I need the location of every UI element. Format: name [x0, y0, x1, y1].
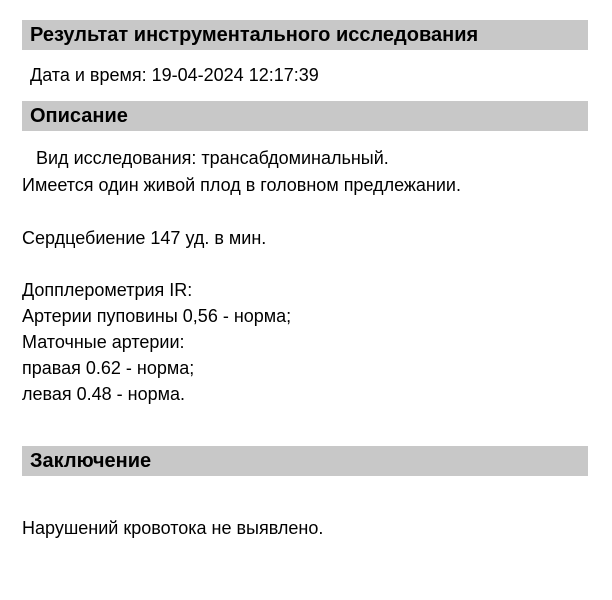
description-header: Описание	[22, 101, 588, 131]
doppler-title: Допплерометрия IR:	[22, 280, 193, 300]
exam-type: Вид исследования: трансабдоминальный.	[36, 148, 389, 168]
uterine-arteries-title: Маточные артерии:	[22, 332, 185, 352]
uterine-artery-right: правая 0.62 - норма;	[22, 358, 195, 378]
conclusion-text: Нарушений кровотока не выявлено.	[22, 518, 324, 538]
umbilical-artery: Артерии пуповины 0,56 - норма;	[22, 306, 292, 326]
report-title: Результат инструментального исследования	[22, 20, 588, 50]
heartbeat-rate: Сердцебиение 147 уд. в мин.	[22, 228, 267, 248]
fetus-position: Имеется один живой плод в головном предлежании.	[22, 175, 461, 195]
uterine-artery-left: левая 0.48 - норма.	[22, 384, 186, 404]
conclusion-header: Заключение	[22, 446, 588, 476]
exam-datetime: Дата и время: 19-04-2024 12:17:39	[30, 65, 319, 85]
